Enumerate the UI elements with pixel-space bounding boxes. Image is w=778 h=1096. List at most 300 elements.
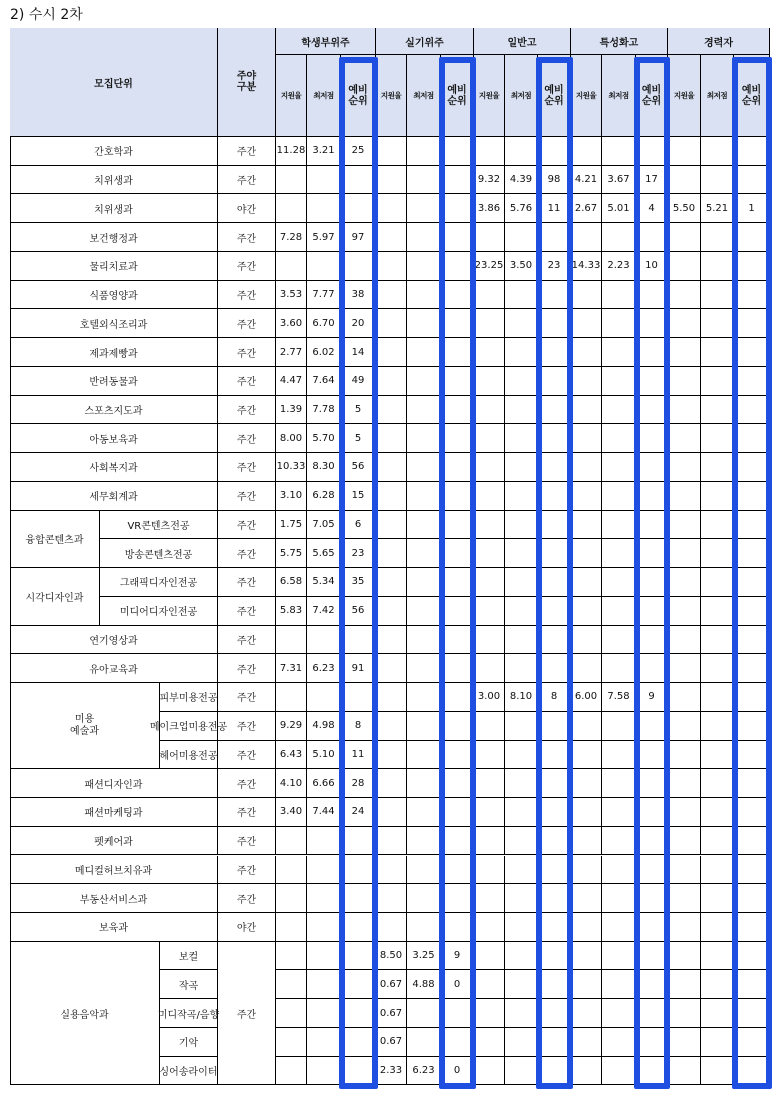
table-cell-empty	[701, 424, 734, 453]
table-cell-empty	[571, 511, 602, 540]
table-cell-empty	[668, 798, 701, 827]
table-cell-empty	[441, 597, 474, 626]
table-cell-empty	[734, 166, 770, 195]
table-cell-unit: 패션디자인과	[10, 769, 218, 798]
table-cell-empty	[571, 999, 602, 1028]
table-cell-empty	[734, 281, 770, 310]
table-cell-empty	[307, 166, 341, 195]
table-cell-empty	[407, 453, 441, 482]
header-group: 실기위주	[376, 28, 474, 55]
table-cell-empty	[276, 856, 307, 885]
table-cell-empty	[474, 1057, 505, 1086]
table-cell-empty	[376, 798, 407, 827]
table-cell-empty	[376, 194, 407, 223]
table-cell-unit: 방송콘텐츠전공	[100, 539, 218, 568]
table-cell-empty	[701, 913, 734, 942]
table-cell-empty	[734, 597, 770, 626]
table-cell-empty	[276, 252, 307, 281]
table-cell-empty	[474, 741, 505, 770]
table-cell-empty	[602, 539, 636, 568]
table-cell-value: 24	[341, 798, 376, 827]
table-cell-empty	[668, 539, 701, 568]
table-cell-empty	[307, 856, 341, 885]
table-cell-empty	[376, 597, 407, 626]
table-cell-empty	[276, 999, 307, 1028]
table-cell-empty	[474, 511, 505, 540]
table-cell-unit: 펫케어과	[10, 827, 218, 856]
table-cell-empty	[571, 884, 602, 913]
table-cell-empty	[734, 1057, 770, 1086]
header-min-score: 최저점	[505, 55, 538, 137]
table-cell-empty	[602, 654, 636, 683]
table-cell-empty	[734, 626, 770, 655]
table-cell-unit: 사회복지과	[10, 453, 218, 482]
table-cell-empty	[636, 654, 668, 683]
table-cell-empty	[538, 769, 571, 798]
table-cell-empty	[636, 223, 668, 252]
table-cell-empty	[341, 999, 376, 1028]
table-cell-unit: 물리치료과	[10, 252, 218, 281]
table-cell-shift: 주간	[218, 137, 276, 166]
table-cell-empty	[407, 194, 441, 223]
table-cell-empty	[636, 137, 668, 166]
table-cell-shift: 주간	[218, 166, 276, 195]
table-cell-empty	[734, 137, 770, 166]
table-cell-empty	[474, 453, 505, 482]
table-cell-value: 11	[538, 194, 571, 223]
table-cell-empty	[376, 223, 407, 252]
table-cell-shift: 주간	[218, 539, 276, 568]
table-cell-empty	[668, 884, 701, 913]
table-cell-value: 1	[734, 194, 770, 223]
table-cell-value: 14.33	[571, 252, 602, 281]
table-cell-empty	[407, 252, 441, 281]
table-cell-empty	[407, 913, 441, 942]
table-cell-empty	[407, 1028, 441, 1057]
table-cell-empty	[571, 424, 602, 453]
table-cell-empty	[636, 482, 668, 511]
table-cell-empty	[407, 856, 441, 885]
table-cell-empty	[734, 970, 770, 999]
table-cell-value: 1.75	[276, 511, 307, 540]
table-cell-empty	[701, 769, 734, 798]
header-rate: 지원율	[474, 55, 505, 137]
table-cell-empty	[668, 568, 701, 597]
table-cell-empty	[538, 539, 571, 568]
table-cell-empty	[668, 597, 701, 626]
table-cell-empty	[571, 367, 602, 396]
table-cell-empty	[571, 1057, 602, 1086]
table-cell-empty	[376, 453, 407, 482]
table-cell-empty	[505, 568, 538, 597]
table-cell-shift: 주간	[218, 712, 276, 741]
table-cell-value: 5.76	[505, 194, 538, 223]
table-cell-empty	[701, 741, 734, 770]
table-cell-empty	[538, 137, 571, 166]
table-cell-empty	[376, 712, 407, 741]
table-cell-value: 5.21	[701, 194, 734, 223]
table-cell-empty	[668, 683, 701, 712]
table-cell-empty	[474, 970, 505, 999]
table-cell-empty	[505, 712, 538, 741]
table-cell-empty	[407, 367, 441, 396]
table-cell-empty	[636, 856, 668, 885]
table-cell-value: 10	[636, 252, 668, 281]
table-cell-empty	[538, 942, 571, 971]
table-cell-empty	[276, 166, 307, 195]
table-cell-empty	[276, 942, 307, 971]
table-cell-value: 7.44	[307, 798, 341, 827]
table-cell-empty	[474, 999, 505, 1028]
table-cell-empty	[734, 309, 770, 338]
table-cell-empty	[505, 769, 538, 798]
header-unit: 모집단위	[10, 28, 218, 137]
table-cell-unit: 실용음악과	[10, 942, 160, 1086]
table-cell-empty	[538, 1057, 571, 1086]
table-cell-empty	[701, 396, 734, 425]
table-cell-value: 25	[341, 137, 376, 166]
table-cell-value: 5.34	[307, 568, 341, 597]
table-cell-empty	[276, 1057, 307, 1086]
table-cell-empty	[441, 769, 474, 798]
table-cell-empty	[602, 884, 636, 913]
table-cell-empty	[636, 712, 668, 741]
table-cell-empty	[571, 338, 602, 367]
table-cell-empty	[602, 798, 636, 827]
header-reserve-rank: 예비 순위	[441, 55, 474, 137]
table-cell-empty	[474, 942, 505, 971]
table-cell-empty	[668, 626, 701, 655]
table-cell-empty	[474, 281, 505, 310]
table-cell-value: 5.65	[307, 539, 341, 568]
header-group: 일반고	[474, 28, 571, 55]
table-cell-empty	[341, 194, 376, 223]
table-cell-empty	[441, 884, 474, 913]
table-cell-empty	[636, 913, 668, 942]
table-cell-value: 0	[441, 970, 474, 999]
table-cell-empty	[474, 223, 505, 252]
table-cell-empty	[701, 568, 734, 597]
table-cell-unit: 보컬	[160, 942, 218, 971]
table-cell-empty	[474, 1028, 505, 1057]
table-cell-empty	[701, 884, 734, 913]
table-cell-empty	[668, 999, 701, 1028]
table-cell-shift: 주간	[218, 626, 276, 655]
table-cell-value: 6.66	[307, 769, 341, 798]
table-cell-value: 4.39	[505, 166, 538, 195]
table-cell-value: 2.77	[276, 338, 307, 367]
table-cell-empty	[376, 856, 407, 885]
table-cell-value: 15	[341, 482, 376, 511]
table-cell-unit: 치위생과	[10, 166, 218, 195]
table-cell-empty	[505, 741, 538, 770]
table-cell-value: 6.23	[307, 654, 341, 683]
table-cell-empty	[505, 999, 538, 1028]
table-cell-empty	[376, 827, 407, 856]
table-cell-unit: 스포츠지도과	[10, 396, 218, 425]
table-cell-empty	[636, 970, 668, 999]
table-cell-empty	[341, 1057, 376, 1086]
table-cell-empty	[668, 827, 701, 856]
table-cell-empty	[407, 884, 441, 913]
table-cell-empty	[407, 166, 441, 195]
table-cell-empty	[668, 396, 701, 425]
table-cell-value: 6.43	[276, 741, 307, 770]
table-cell-empty	[505, 626, 538, 655]
table-cell-empty	[571, 281, 602, 310]
table-cell-empty	[602, 453, 636, 482]
table-cell-empty	[571, 1028, 602, 1057]
table-cell-empty	[701, 712, 734, 741]
table-cell-empty	[734, 539, 770, 568]
table-cell-empty	[571, 913, 602, 942]
page-title: 2) 수시 2차	[10, 7, 83, 23]
table-cell-shift: 주간	[218, 223, 276, 252]
table-cell-empty	[571, 482, 602, 511]
table-cell-empty	[474, 913, 505, 942]
table-cell-empty	[341, 626, 376, 655]
table-cell-empty	[505, 281, 538, 310]
table-cell-value: 5.10	[307, 741, 341, 770]
table-cell-empty	[734, 338, 770, 367]
table-cell-empty	[505, 539, 538, 568]
table-cell-empty	[636, 367, 668, 396]
table-cell-empty	[701, 597, 734, 626]
table-cell-empty	[602, 1057, 636, 1086]
table-cell-unit: 싱어송라이터	[160, 1057, 218, 1086]
table-cell-empty	[307, 1057, 341, 1086]
table-cell-empty	[376, 309, 407, 338]
table-cell-unit: 반려동물과	[10, 367, 218, 396]
table-cell-shift: 주간	[218, 367, 276, 396]
table-cell-empty	[734, 424, 770, 453]
table-cell-empty	[734, 827, 770, 856]
table-cell-empty	[571, 223, 602, 252]
table-cell-empty	[538, 424, 571, 453]
table-cell-empty	[668, 913, 701, 942]
table-cell-empty	[376, 367, 407, 396]
table-cell-value: 56	[341, 597, 376, 626]
table-cell-shift: 주간	[218, 741, 276, 770]
table-cell-value: 23	[341, 539, 376, 568]
table-cell-empty	[571, 597, 602, 626]
table-cell-value: 11.28	[276, 137, 307, 166]
table-cell-value: 23	[538, 252, 571, 281]
table-cell-empty	[505, 482, 538, 511]
table-cell-empty	[376, 568, 407, 597]
table-cell-empty	[376, 482, 407, 511]
table-cell-empty	[376, 626, 407, 655]
table-cell-empty	[636, 999, 668, 1028]
table-cell-empty	[376, 424, 407, 453]
table-cell-empty	[734, 999, 770, 1028]
table-cell-value: 7.42	[307, 597, 341, 626]
table-cell-empty	[571, 539, 602, 568]
header-reserve-rank: 예비 순위	[538, 55, 571, 137]
table-cell-value: 6.28	[307, 482, 341, 511]
table-cell-empty	[441, 511, 474, 540]
table-cell-empty	[474, 309, 505, 338]
table-cell-empty	[505, 137, 538, 166]
table-cell-empty	[571, 856, 602, 885]
table-cell-value: 0.67	[376, 970, 407, 999]
header-min-score: 최저점	[602, 55, 636, 137]
table-cell-value: 4.10	[276, 769, 307, 798]
table-cell-shift: 주간	[218, 338, 276, 367]
table-cell-value: 28	[341, 769, 376, 798]
table-cell-empty	[734, 712, 770, 741]
table-cell-value: 4	[636, 194, 668, 223]
table-cell-empty	[441, 798, 474, 827]
table-cell-empty	[407, 683, 441, 712]
table-cell-unit: 헤어미용전공	[160, 741, 218, 770]
table-cell-empty	[734, 884, 770, 913]
table-cell-shift: 주간	[218, 942, 276, 1086]
table-cell-empty	[636, 396, 668, 425]
table-cell-empty	[276, 626, 307, 655]
table-cell-empty	[701, 942, 734, 971]
table-cell-empty	[407, 626, 441, 655]
table-cell-empty	[602, 712, 636, 741]
table-cell-value: 6.70	[307, 309, 341, 338]
table-cell-empty	[505, 856, 538, 885]
table-cell-empty	[376, 338, 407, 367]
table-cell-shift: 주간	[218, 884, 276, 913]
table-cell-empty	[571, 568, 602, 597]
table-cell-empty	[276, 884, 307, 913]
table-cell-empty	[602, 913, 636, 942]
table-cell-value: 6.23	[407, 1057, 441, 1086]
table-cell-empty	[474, 798, 505, 827]
table-cell-empty	[734, 396, 770, 425]
table-cell-empty	[407, 568, 441, 597]
table-cell-empty	[571, 741, 602, 770]
table-cell-value: 5	[341, 424, 376, 453]
header-group: 경력자	[668, 28, 770, 55]
table-cell-empty	[441, 194, 474, 223]
table-cell-empty	[307, 942, 341, 971]
table-cell-empty	[341, 884, 376, 913]
table-cell-empty	[602, 223, 636, 252]
table-cell-empty	[668, 970, 701, 999]
table-cell-empty	[441, 827, 474, 856]
table-cell-empty	[505, 223, 538, 252]
table-cell-empty	[407, 741, 441, 770]
table-cell-empty	[701, 798, 734, 827]
table-cell-empty	[701, 309, 734, 338]
table-cell-empty	[571, 942, 602, 971]
table-cell-empty	[636, 539, 668, 568]
table-cell-empty	[734, 769, 770, 798]
table-cell-value: 3.67	[602, 166, 636, 195]
table-cell-empty	[734, 1028, 770, 1057]
table-cell-empty	[636, 511, 668, 540]
table-cell-empty	[602, 482, 636, 511]
table-cell-empty	[701, 166, 734, 195]
table-cell-shift: 주간	[218, 511, 276, 540]
table-cell-empty	[734, 568, 770, 597]
table-cell-shift: 주간	[218, 281, 276, 310]
table-cell-empty	[602, 309, 636, 338]
table-cell-empty	[701, 511, 734, 540]
table-cell-value: 2.67	[571, 194, 602, 223]
table-cell-empty	[441, 683, 474, 712]
table-cell-empty	[376, 281, 407, 310]
table-cell-empty	[734, 367, 770, 396]
table-cell-empty	[734, 942, 770, 971]
table-cell-empty	[668, 482, 701, 511]
table-cell-empty	[668, 654, 701, 683]
table-cell-empty	[276, 827, 307, 856]
table-cell-shift: 주간	[218, 654, 276, 683]
table-cell-empty	[602, 367, 636, 396]
table-cell-value: 4.98	[307, 712, 341, 741]
table-cell-empty	[636, 309, 668, 338]
table-cell-value: 7.78	[307, 396, 341, 425]
table-cell-empty	[636, 568, 668, 597]
table-cell-value: 3.86	[474, 194, 505, 223]
table-cell-empty	[505, 1057, 538, 1086]
table-cell-empty	[441, 396, 474, 425]
table-cell-empty	[441, 281, 474, 310]
table-cell-empty	[602, 597, 636, 626]
table-cell-empty	[602, 626, 636, 655]
table-cell-empty	[341, 942, 376, 971]
header-group: 학생부위주	[276, 28, 376, 55]
table-cell-empty	[734, 913, 770, 942]
table-cell-empty	[407, 539, 441, 568]
table-cell-empty	[701, 137, 734, 166]
header-rate: 지원율	[376, 55, 407, 137]
table-cell-empty	[538, 281, 571, 310]
table-cell-empty	[538, 856, 571, 885]
table-cell-value: 49	[341, 367, 376, 396]
table-cell-value: 38	[341, 281, 376, 310]
table-cell-value: 1.39	[276, 396, 307, 425]
table-cell-empty	[668, 856, 701, 885]
table-cell-empty	[441, 539, 474, 568]
table-cell-empty	[276, 194, 307, 223]
header-rate: 지원율	[571, 55, 602, 137]
table-cell-empty	[441, 913, 474, 942]
table-cell-empty	[701, 539, 734, 568]
table-cell-value: 3.40	[276, 798, 307, 827]
table-cell-empty	[602, 827, 636, 856]
table-cell-empty	[701, 1057, 734, 1086]
table-cell-empty	[636, 1028, 668, 1057]
table-cell-empty	[474, 338, 505, 367]
header-shift: 주야 구분	[218, 28, 276, 137]
table-cell-empty	[474, 597, 505, 626]
table-cell-empty	[668, 942, 701, 971]
table-cell-empty	[734, 511, 770, 540]
table-cell-empty	[441, 856, 474, 885]
table-cell-unit: 보육과	[10, 913, 218, 942]
table-cell-empty	[636, 1057, 668, 1086]
table-cell-empty	[407, 654, 441, 683]
table-cell-empty	[538, 913, 571, 942]
table-cell-empty	[668, 1057, 701, 1086]
table-cell-empty	[407, 999, 441, 1028]
table-cell-value: 10.33	[276, 453, 307, 482]
table-cell-unit: 제과제빵과	[10, 338, 218, 367]
table-cell-empty	[602, 1028, 636, 1057]
table-cell-value: 8.10	[505, 683, 538, 712]
table-cell-empty	[441, 424, 474, 453]
table-cell-empty	[307, 970, 341, 999]
table-cell-empty	[376, 683, 407, 712]
table-cell-empty	[474, 568, 505, 597]
